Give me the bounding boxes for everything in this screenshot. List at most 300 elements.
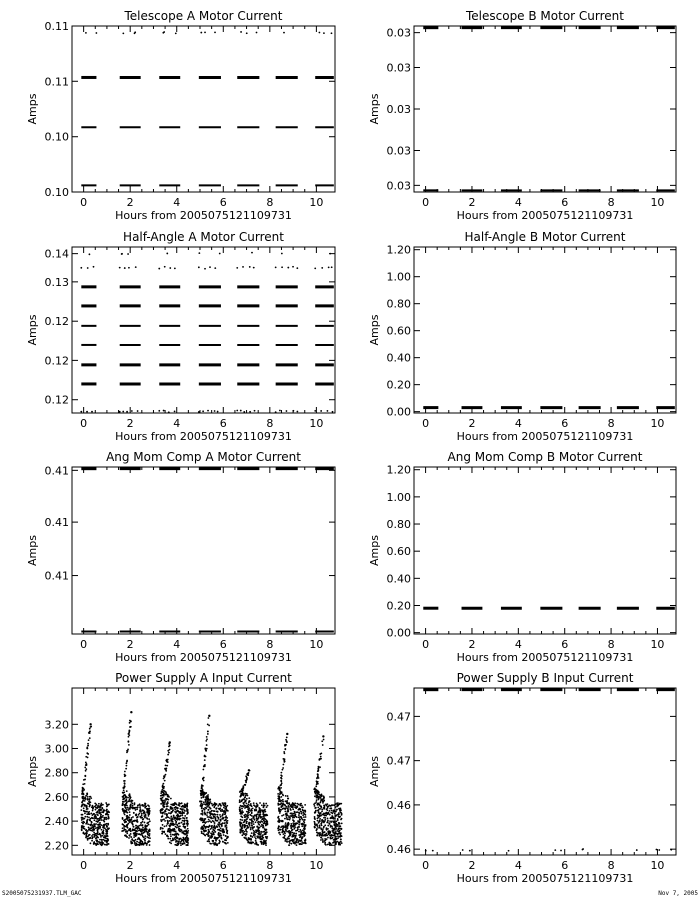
data-point — [317, 832, 319, 834]
data-point — [207, 799, 209, 801]
data-point — [184, 830, 186, 832]
data-point — [174, 267, 176, 269]
data-point — [122, 792, 124, 794]
data-point — [85, 32, 87, 34]
data-point — [243, 833, 245, 835]
data-point — [204, 759, 206, 761]
data-point — [106, 806, 108, 808]
data-point — [284, 835, 286, 837]
x-tick-label: 2 — [126, 196, 134, 209]
data-point — [87, 796, 89, 798]
data-point — [226, 822, 228, 824]
data-point — [80, 267, 82, 269]
data-point — [301, 825, 303, 827]
data-point — [256, 806, 258, 808]
y-tick-label: 1.20 — [386, 243, 411, 257]
data-point — [240, 827, 242, 829]
data-point — [170, 830, 172, 832]
data-point — [670, 849, 672, 851]
data-point — [121, 253, 123, 255]
data-point — [177, 810, 179, 812]
data-point — [275, 411, 277, 413]
data-point — [265, 803, 267, 805]
data-point — [324, 843, 326, 845]
data-point — [167, 836, 169, 838]
data-point — [323, 808, 325, 810]
data-point — [186, 805, 188, 807]
data-point — [338, 808, 340, 810]
data-point — [432, 850, 434, 852]
data-point — [298, 814, 300, 816]
data-point — [101, 833, 103, 835]
data-point — [253, 267, 255, 269]
data-point — [127, 819, 129, 821]
chart-panel-6 — [368, 450, 676, 664]
data-point — [246, 803, 248, 805]
data-point — [89, 728, 91, 730]
data-point — [243, 821, 245, 823]
data-point — [242, 806, 244, 808]
chart-panel-3 — [26, 230, 335, 443]
data-point — [80, 809, 82, 811]
data-point — [181, 839, 183, 841]
data-point — [139, 816, 141, 818]
data-point — [322, 830, 324, 832]
data-point — [280, 777, 282, 779]
data-point — [144, 817, 146, 819]
data-point — [215, 840, 217, 842]
data-point — [285, 795, 287, 797]
data-point — [166, 759, 168, 761]
data-series — [80, 711, 342, 846]
data-point — [508, 850, 510, 852]
data-point — [91, 806, 93, 808]
plot-frame — [72, 467, 335, 634]
data-point — [200, 817, 202, 819]
data-point — [102, 804, 104, 806]
data-point — [294, 828, 296, 830]
data-point — [288, 844, 290, 846]
data-point — [299, 808, 301, 810]
data-point — [179, 805, 181, 807]
data-point — [176, 827, 178, 829]
data-point — [244, 820, 246, 822]
data-point — [219, 814, 221, 816]
data-point — [318, 835, 320, 837]
data-point — [136, 833, 138, 835]
data-point — [81, 791, 83, 793]
data-point — [252, 828, 254, 830]
data-point — [176, 824, 178, 826]
data-point — [90, 818, 92, 820]
data-point — [122, 824, 124, 826]
data-point — [316, 783, 318, 785]
data-point — [170, 842, 172, 844]
y-tick-label: 0.03 — [386, 179, 411, 193]
data-point — [212, 817, 214, 819]
data-point — [98, 826, 100, 828]
data-point — [297, 827, 299, 829]
data-point — [291, 829, 293, 831]
data-point — [205, 792, 207, 794]
data-point — [279, 789, 281, 791]
data-point — [323, 32, 325, 34]
data-point — [186, 834, 188, 836]
data-point — [208, 717, 210, 719]
data-point — [248, 823, 250, 825]
data-point — [287, 798, 289, 800]
data-point — [227, 842, 229, 844]
data-point — [340, 841, 342, 843]
data-point — [214, 267, 216, 269]
data-point — [165, 817, 167, 819]
data-point — [143, 839, 145, 841]
data-point — [236, 410, 238, 412]
data-point — [240, 410, 242, 412]
data-point — [167, 805, 169, 807]
data-point — [204, 809, 206, 811]
data-point — [93, 819, 95, 821]
data-point — [275, 266, 277, 268]
data-point — [160, 812, 162, 814]
x-tick-label: 8 — [266, 196, 274, 209]
data-point — [142, 827, 144, 829]
data-point — [247, 805, 249, 807]
data-point — [314, 410, 316, 412]
data-point — [107, 818, 109, 820]
data-point — [186, 832, 188, 834]
data-point — [320, 827, 322, 829]
data-point — [333, 821, 335, 823]
data-point — [123, 826, 125, 828]
data-point — [139, 810, 141, 812]
data-point — [87, 813, 89, 815]
data-point — [95, 816, 97, 818]
data-point — [284, 818, 286, 820]
data-point — [163, 806, 165, 808]
data-point — [304, 827, 306, 829]
data-point — [122, 33, 124, 35]
data-point — [316, 778, 318, 780]
data-point — [285, 829, 287, 831]
data-point — [128, 736, 130, 738]
data-point — [105, 817, 107, 819]
data-point — [203, 828, 205, 830]
data-point — [246, 825, 248, 827]
data-point — [251, 825, 253, 827]
data-point — [296, 829, 298, 831]
data-point — [82, 797, 84, 799]
data-point — [219, 253, 221, 255]
data-point — [334, 840, 336, 842]
data-point — [282, 801, 284, 803]
data-point — [287, 267, 289, 269]
x-tick-label: 8 — [607, 417, 615, 430]
data-point — [245, 780, 247, 782]
data-point — [305, 824, 307, 826]
data-point — [89, 834, 91, 836]
data-point — [161, 833, 163, 835]
data-point — [255, 829, 257, 831]
data-point — [329, 814, 331, 816]
x-tick-label: 4 — [514, 859, 522, 872]
data-point — [245, 835, 247, 837]
data-point — [258, 834, 260, 836]
data-point — [290, 806, 292, 808]
data-point — [161, 816, 163, 818]
data-point — [320, 800, 322, 802]
data-point — [135, 809, 137, 811]
data-point — [245, 825, 247, 827]
data-point — [163, 778, 165, 780]
data-point — [323, 834, 325, 836]
data-point — [295, 842, 297, 844]
data-point — [136, 806, 138, 808]
data-point — [248, 769, 250, 771]
data-point — [327, 844, 329, 846]
data-point — [295, 833, 297, 835]
data-point — [304, 811, 306, 813]
data-point — [203, 819, 205, 821]
x-tick-label: 8 — [266, 638, 274, 651]
y-tick-label: 2.40 — [44, 815, 69, 829]
data-point — [329, 837, 331, 839]
chart-title: Ang Mom Comp A Motor Current — [106, 450, 301, 464]
data-point — [204, 812, 206, 814]
data-point — [168, 411, 170, 413]
data-point — [317, 810, 319, 812]
data-point — [204, 755, 206, 757]
data-point — [126, 765, 128, 767]
data-point — [242, 798, 244, 800]
data-point — [304, 804, 306, 806]
data-point — [129, 799, 131, 801]
data-point — [320, 837, 322, 839]
data-point — [224, 839, 226, 841]
data-point — [259, 812, 261, 814]
data-point — [305, 814, 307, 816]
data-point — [139, 808, 141, 810]
data-point — [209, 812, 211, 814]
data-point — [124, 819, 126, 821]
data-point — [123, 795, 125, 797]
data-point — [329, 810, 331, 812]
data-point — [100, 805, 102, 807]
data-point — [169, 741, 171, 743]
data-point — [256, 820, 258, 822]
data-point — [250, 827, 252, 829]
data-point — [327, 837, 329, 839]
data-point — [162, 808, 164, 810]
data-point — [253, 818, 255, 820]
data-point — [294, 812, 296, 814]
data-point — [335, 815, 337, 817]
data-point — [249, 804, 251, 806]
data-point — [178, 842, 180, 844]
y-tick-label: 0.41 — [44, 464, 69, 478]
data-point — [133, 812, 135, 814]
data-point — [106, 830, 108, 832]
data-point — [129, 722, 131, 724]
data-point — [86, 752, 88, 754]
data-point — [246, 831, 248, 833]
data-point — [164, 266, 166, 268]
data-point — [201, 831, 203, 833]
data-point — [288, 830, 290, 832]
data-point — [122, 818, 124, 820]
data-point — [298, 812, 300, 814]
data-point — [88, 816, 90, 818]
data-point — [178, 841, 180, 843]
data-point — [206, 795, 208, 797]
data-point — [206, 744, 208, 746]
data-point — [262, 824, 264, 826]
data-point — [134, 820, 136, 822]
data-point — [86, 834, 88, 836]
data-point — [263, 819, 265, 821]
data-point — [199, 800, 201, 802]
data-point — [168, 752, 170, 754]
x-tick-label: 2 — [126, 859, 134, 872]
x-tick-label: 2 — [468, 196, 476, 209]
data-point — [88, 826, 90, 828]
data-point — [90, 823, 92, 825]
data-point — [149, 840, 151, 842]
data-point — [263, 805, 265, 807]
data-point — [144, 824, 146, 826]
data-point — [204, 31, 206, 33]
data-point — [327, 825, 329, 827]
x-tick-label: 0 — [80, 638, 88, 651]
data-point — [258, 823, 260, 825]
data-point — [337, 818, 339, 820]
data-point — [176, 817, 178, 819]
data-point — [247, 817, 249, 819]
data-point — [166, 765, 168, 767]
data-point — [201, 787, 203, 789]
data-point — [163, 783, 165, 785]
data-point — [204, 835, 206, 837]
footer-date-label: Nov 7, 2005 — [658, 890, 698, 897]
data-point — [90, 837, 92, 839]
data-point — [161, 797, 163, 799]
data-point — [334, 839, 336, 841]
data-point — [316, 835, 318, 837]
data-point — [182, 820, 184, 822]
data-point — [207, 733, 209, 735]
data-point — [148, 818, 150, 820]
data-point — [278, 827, 280, 829]
data-point — [241, 834, 243, 836]
data-point — [240, 819, 242, 821]
data-point — [217, 837, 219, 839]
data-point — [294, 825, 296, 827]
data-point — [214, 410, 216, 412]
data-point — [330, 821, 332, 823]
y-tick-label: 0.46 — [386, 843, 411, 857]
data-point — [338, 825, 340, 827]
data-point — [279, 793, 281, 795]
data-point — [658, 849, 660, 851]
data-point — [252, 842, 254, 844]
y-tick-label: 0.60 — [386, 545, 411, 559]
data-point — [186, 808, 188, 810]
data-point — [217, 805, 219, 807]
data-point — [298, 803, 300, 805]
data-point — [130, 819, 132, 821]
x-tick-label: 10 — [309, 196, 324, 209]
data-point — [284, 800, 286, 802]
data-point — [305, 838, 307, 840]
data-point — [321, 267, 323, 269]
x-tick-label: 2 — [468, 417, 476, 430]
data-point — [211, 803, 213, 805]
data-point — [171, 804, 173, 806]
data-point — [251, 820, 253, 822]
data-point — [248, 807, 250, 809]
y-tick-label: 1.20 — [386, 463, 411, 477]
data-point — [101, 816, 103, 818]
data-point — [280, 774, 282, 776]
data-point — [86, 808, 88, 810]
data-point — [323, 827, 325, 829]
data-point — [225, 819, 227, 821]
data-point — [287, 803, 289, 805]
data-point — [127, 733, 129, 735]
data-point — [200, 32, 202, 34]
data-point — [239, 831, 241, 833]
data-point — [263, 842, 265, 844]
data-point — [331, 266, 333, 268]
data-point — [93, 266, 95, 268]
data-point — [172, 809, 174, 811]
data-point — [99, 834, 101, 836]
data-point — [130, 833, 132, 835]
y-tick-label: 0.10 — [44, 130, 69, 144]
data-point — [81, 829, 83, 831]
data-point — [97, 812, 99, 814]
y-tick-label: 0.11 — [44, 20, 69, 33]
data-point — [126, 761, 128, 763]
data-point — [293, 834, 295, 836]
data-point — [253, 834, 255, 836]
data-point — [88, 739, 90, 741]
data-point — [317, 768, 319, 770]
data-point — [299, 818, 301, 820]
x-tick-label: 8 — [607, 638, 615, 651]
x-axis-label: Hours from 2005075121109731 — [456, 651, 634, 664]
data-point — [339, 836, 341, 838]
data-point — [135, 825, 137, 827]
data-point — [316, 794, 318, 796]
data-point — [287, 795, 289, 797]
data-point — [174, 837, 176, 839]
data-point — [298, 824, 300, 826]
data-point — [171, 820, 173, 822]
data-point — [128, 816, 130, 818]
data-point — [124, 267, 126, 269]
data-point — [139, 833, 141, 835]
data-point — [163, 31, 165, 33]
y-tick-label: 2.60 — [44, 790, 69, 804]
data-point — [330, 835, 332, 837]
data-point — [336, 830, 338, 832]
data-point — [241, 808, 243, 810]
data-point — [223, 829, 225, 831]
data-point — [292, 841, 294, 843]
data-point — [278, 796, 280, 798]
data-point — [212, 814, 214, 816]
